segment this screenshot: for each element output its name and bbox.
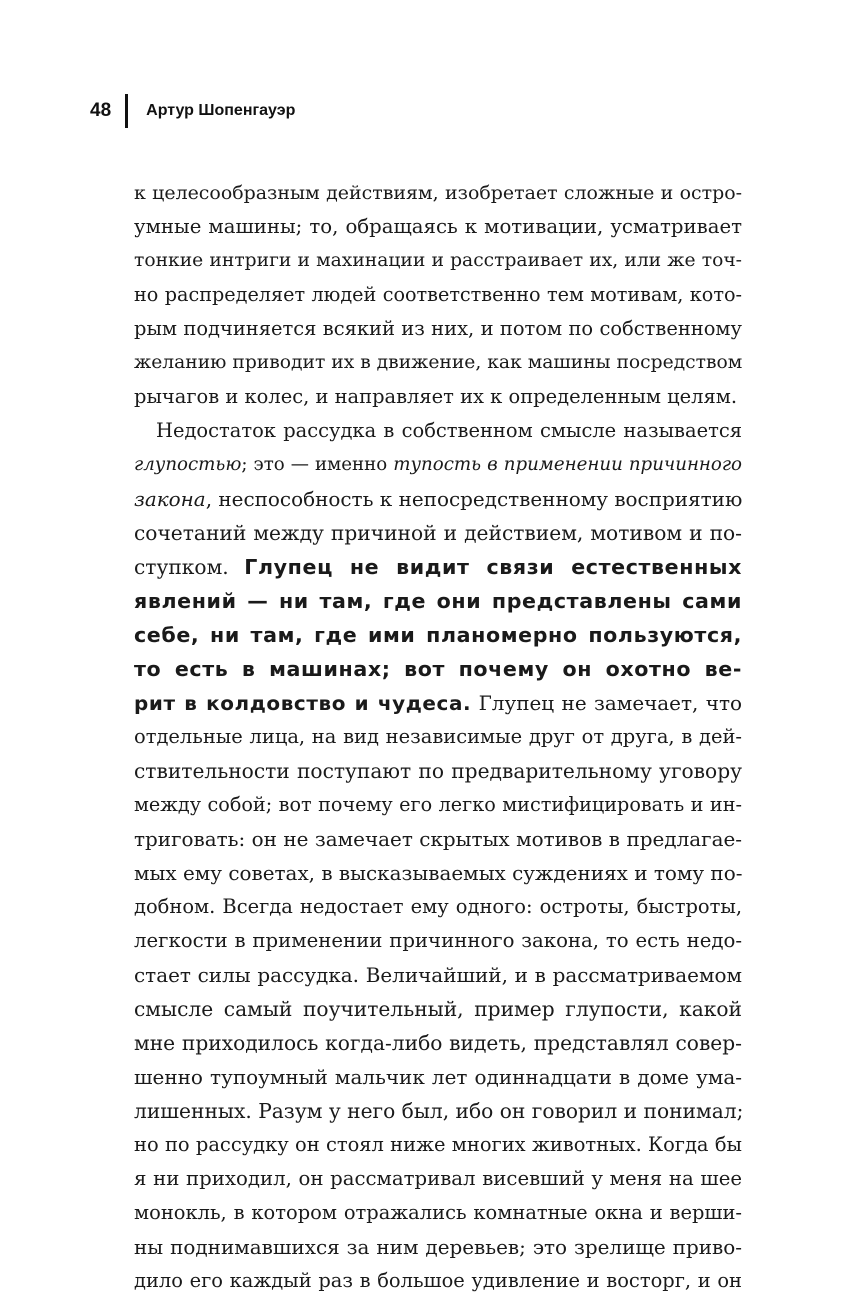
text-line: желанию приводит их в движение, как машины посредством xyxy=(134,352,743,373)
text-fragment: ; это — именно xyxy=(241,454,394,475)
text-line: триговать: он не замечает скрытых мотивов в предлагае- xyxy=(134,827,742,851)
text-line: но по рассудку он стоял ниже многих животных. Когда бы xyxy=(134,1133,742,1156)
text-line: мых ему советах, в высказываемых суждениях и тому по- xyxy=(134,861,743,885)
text-fragment: Глупец не замечает, что xyxy=(471,691,742,715)
text-line: легкости в применении причинного закона, то есть недо- xyxy=(134,929,742,952)
text-line: шенно тупоумный мальчик лет одиннадцати в доме ума- xyxy=(134,1065,742,1089)
text-line: дило его каждый раз в большое удивление и восторг, и он xyxy=(134,1269,742,1292)
text-line xyxy=(134,482,742,516)
page-header xyxy=(90,94,295,128)
header-divider xyxy=(125,94,128,128)
bold-line: то есть в машинах; вот почему он охотно ве- xyxy=(134,657,742,681)
text-line: рычагов и колес, и направляет их к определенным целям. xyxy=(134,385,738,408)
running-title: Артур Шопенгауэр xyxy=(146,102,296,119)
text-line xyxy=(134,448,742,482)
text-line: добном. Всегда недостает ему одного: остроты, быстроты, xyxy=(134,895,742,918)
text-line: лишенных. Разум у него был, ибо он говорил и понимал; xyxy=(134,1099,744,1123)
text-line: рым подчиняется всякий из них, и потом по собственному xyxy=(134,317,742,340)
text-line: стает силы рассудка. Величайший, и в рассматриваемом xyxy=(134,963,742,987)
text-line: между собой; вот почему его легко мистифицировать и ин- xyxy=(134,793,742,816)
bold-emphasis: Глупец не видит связи естественных xyxy=(244,555,743,579)
text-line: мне приходилось когда-либо видеть, представлял совер- xyxy=(134,1031,742,1055)
text-line: смысле самый поучительный, пример глупости, какой xyxy=(134,997,742,1021)
text-line: но распределяет людей соответственно тем мотивам, кото- xyxy=(134,283,742,306)
bold-line: себе, ни там, где ими планомерно пользуются, xyxy=(134,623,742,647)
bold-emphasis: рит в колдовство и чудеса. xyxy=(134,691,472,715)
bold-line: явлений — ни там, где они представлены сами xyxy=(134,589,742,613)
text-line: умные машины; то, обращаясь к мотивации, усматривает xyxy=(134,215,742,238)
text-line xyxy=(134,686,742,720)
body-text xyxy=(134,176,742,1298)
text-line xyxy=(134,550,742,584)
text-line: тонкие интриги и махинации и расстраивает их, или же точ- xyxy=(134,250,742,271)
text-line: отдельные лица, на вид независимые друг от друга, в дей- xyxy=(134,725,742,748)
italic-term: закона xyxy=(134,487,206,511)
text-line: ствительности поступают по предварительному уговору xyxy=(134,759,742,783)
italic-term: тупость в применении причинного xyxy=(393,454,742,475)
text-line: к целесообразным действиям, изобретает сложные и остро- xyxy=(134,182,742,204)
text-line: сочетаний между причиной и действием, мотивом и по- xyxy=(134,521,742,545)
text-line: ны поднимавшихся за ним деревьев; это зрелище приво- xyxy=(134,1235,742,1259)
text-fragment: ступком. xyxy=(134,555,245,579)
text-line: я ни приходил, он рассматривал висевший у меня на шее xyxy=(134,1167,742,1190)
italic-term: глупостью xyxy=(134,454,242,475)
text-line: Недостаток рассудка в собственном смысле называется xyxy=(156,419,742,442)
page-number: 48 xyxy=(90,100,112,121)
text-line: монокль, в котором отражались комнатные окна и верши- xyxy=(134,1201,742,1224)
text-fragment: , неспособность к непосредственному восприятию xyxy=(205,487,743,511)
